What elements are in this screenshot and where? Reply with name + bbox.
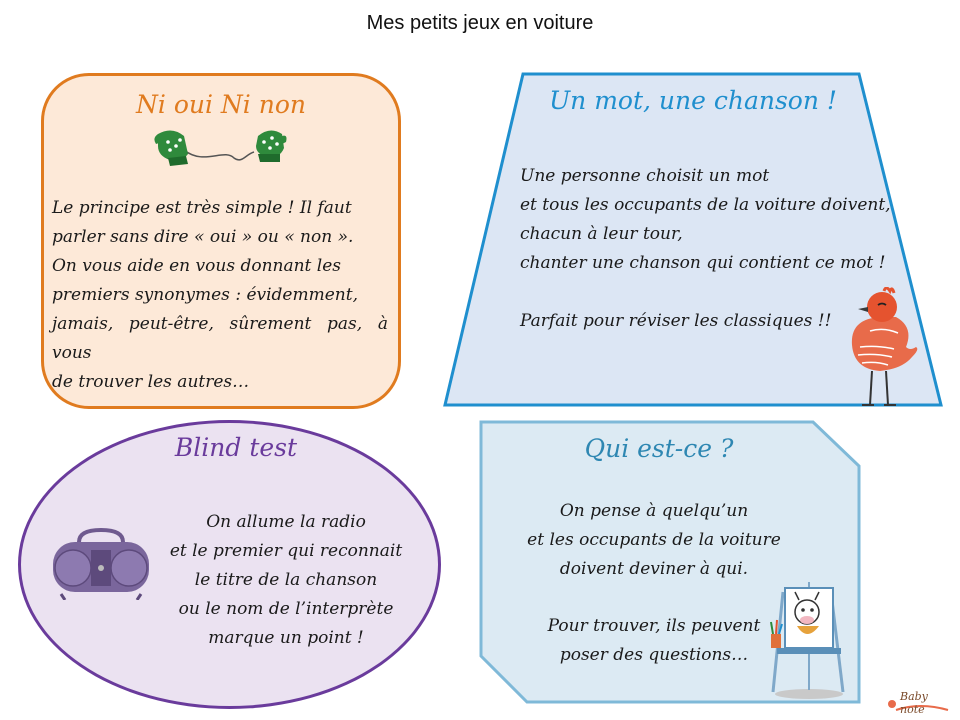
body-line: premiers synonymes : évidemment, (52, 285, 358, 305)
card-title: Ni oui Ni non (136, 90, 306, 119)
body-line: Parfait pour réviser les classiques !! (520, 311, 832, 331)
mittens-icon (154, 128, 289, 168)
logo-text: Baby note (900, 690, 928, 716)
body-line: le titre de la chanson (194, 570, 378, 590)
body-line: chacun à leur tour, (520, 224, 683, 244)
card-qui-est-ce (479, 420, 861, 704)
card-un-mot-une-chanson (443, 72, 943, 408)
card-body (52, 194, 388, 397)
body-line: doivent deviner à qui. (559, 559, 749, 579)
body-line: Une personne choisit un mot (520, 166, 770, 186)
baby-note-logo (886, 688, 952, 714)
body-line: jamais, peut-être, sûrement pas, à vous (52, 314, 388, 363)
body-line: et le premier qui reconnait (169, 541, 403, 561)
body-line: Le principe est très simple ! Il faut (52, 198, 352, 218)
card-title: Un mot, une chanson ! (549, 86, 837, 115)
body-line: marque un point ! (208, 628, 364, 648)
body-line: parler sans dire « oui » ou « non ». (52, 227, 354, 247)
body-line: de trouver les autres… (52, 372, 250, 392)
body-line: Pour trouver, ils peuvent (547, 616, 761, 636)
card-title: Blind test (174, 433, 298, 462)
body-line: chanter une chanson qui contient ce mot ! (520, 253, 886, 273)
body-line: On allume la radio (206, 512, 366, 532)
body-line: On pense à quelqu’un (559, 501, 749, 521)
body-line: et les occupants de la voiture (527, 530, 781, 550)
card-ni-oui-ni-non (41, 73, 401, 409)
body-line: On vous aide en vous donnant les (52, 256, 342, 276)
card-title: Qui est-ce ? (584, 434, 734, 463)
radio-icon (51, 528, 151, 600)
easel-icon (769, 582, 849, 700)
body-line: et tous les occupants de la voiture doivent, (520, 195, 891, 215)
card-blind-test (18, 420, 441, 709)
card-body-second (519, 612, 789, 670)
card-body (519, 497, 789, 584)
body-line: ou le nom de l’interprète (178, 599, 394, 619)
body-line: poser des questions… (559, 645, 749, 665)
bird-icon (840, 287, 920, 409)
card-body (161, 508, 411, 653)
page-title: Mes petits jeux en voiture (366, 12, 594, 34)
